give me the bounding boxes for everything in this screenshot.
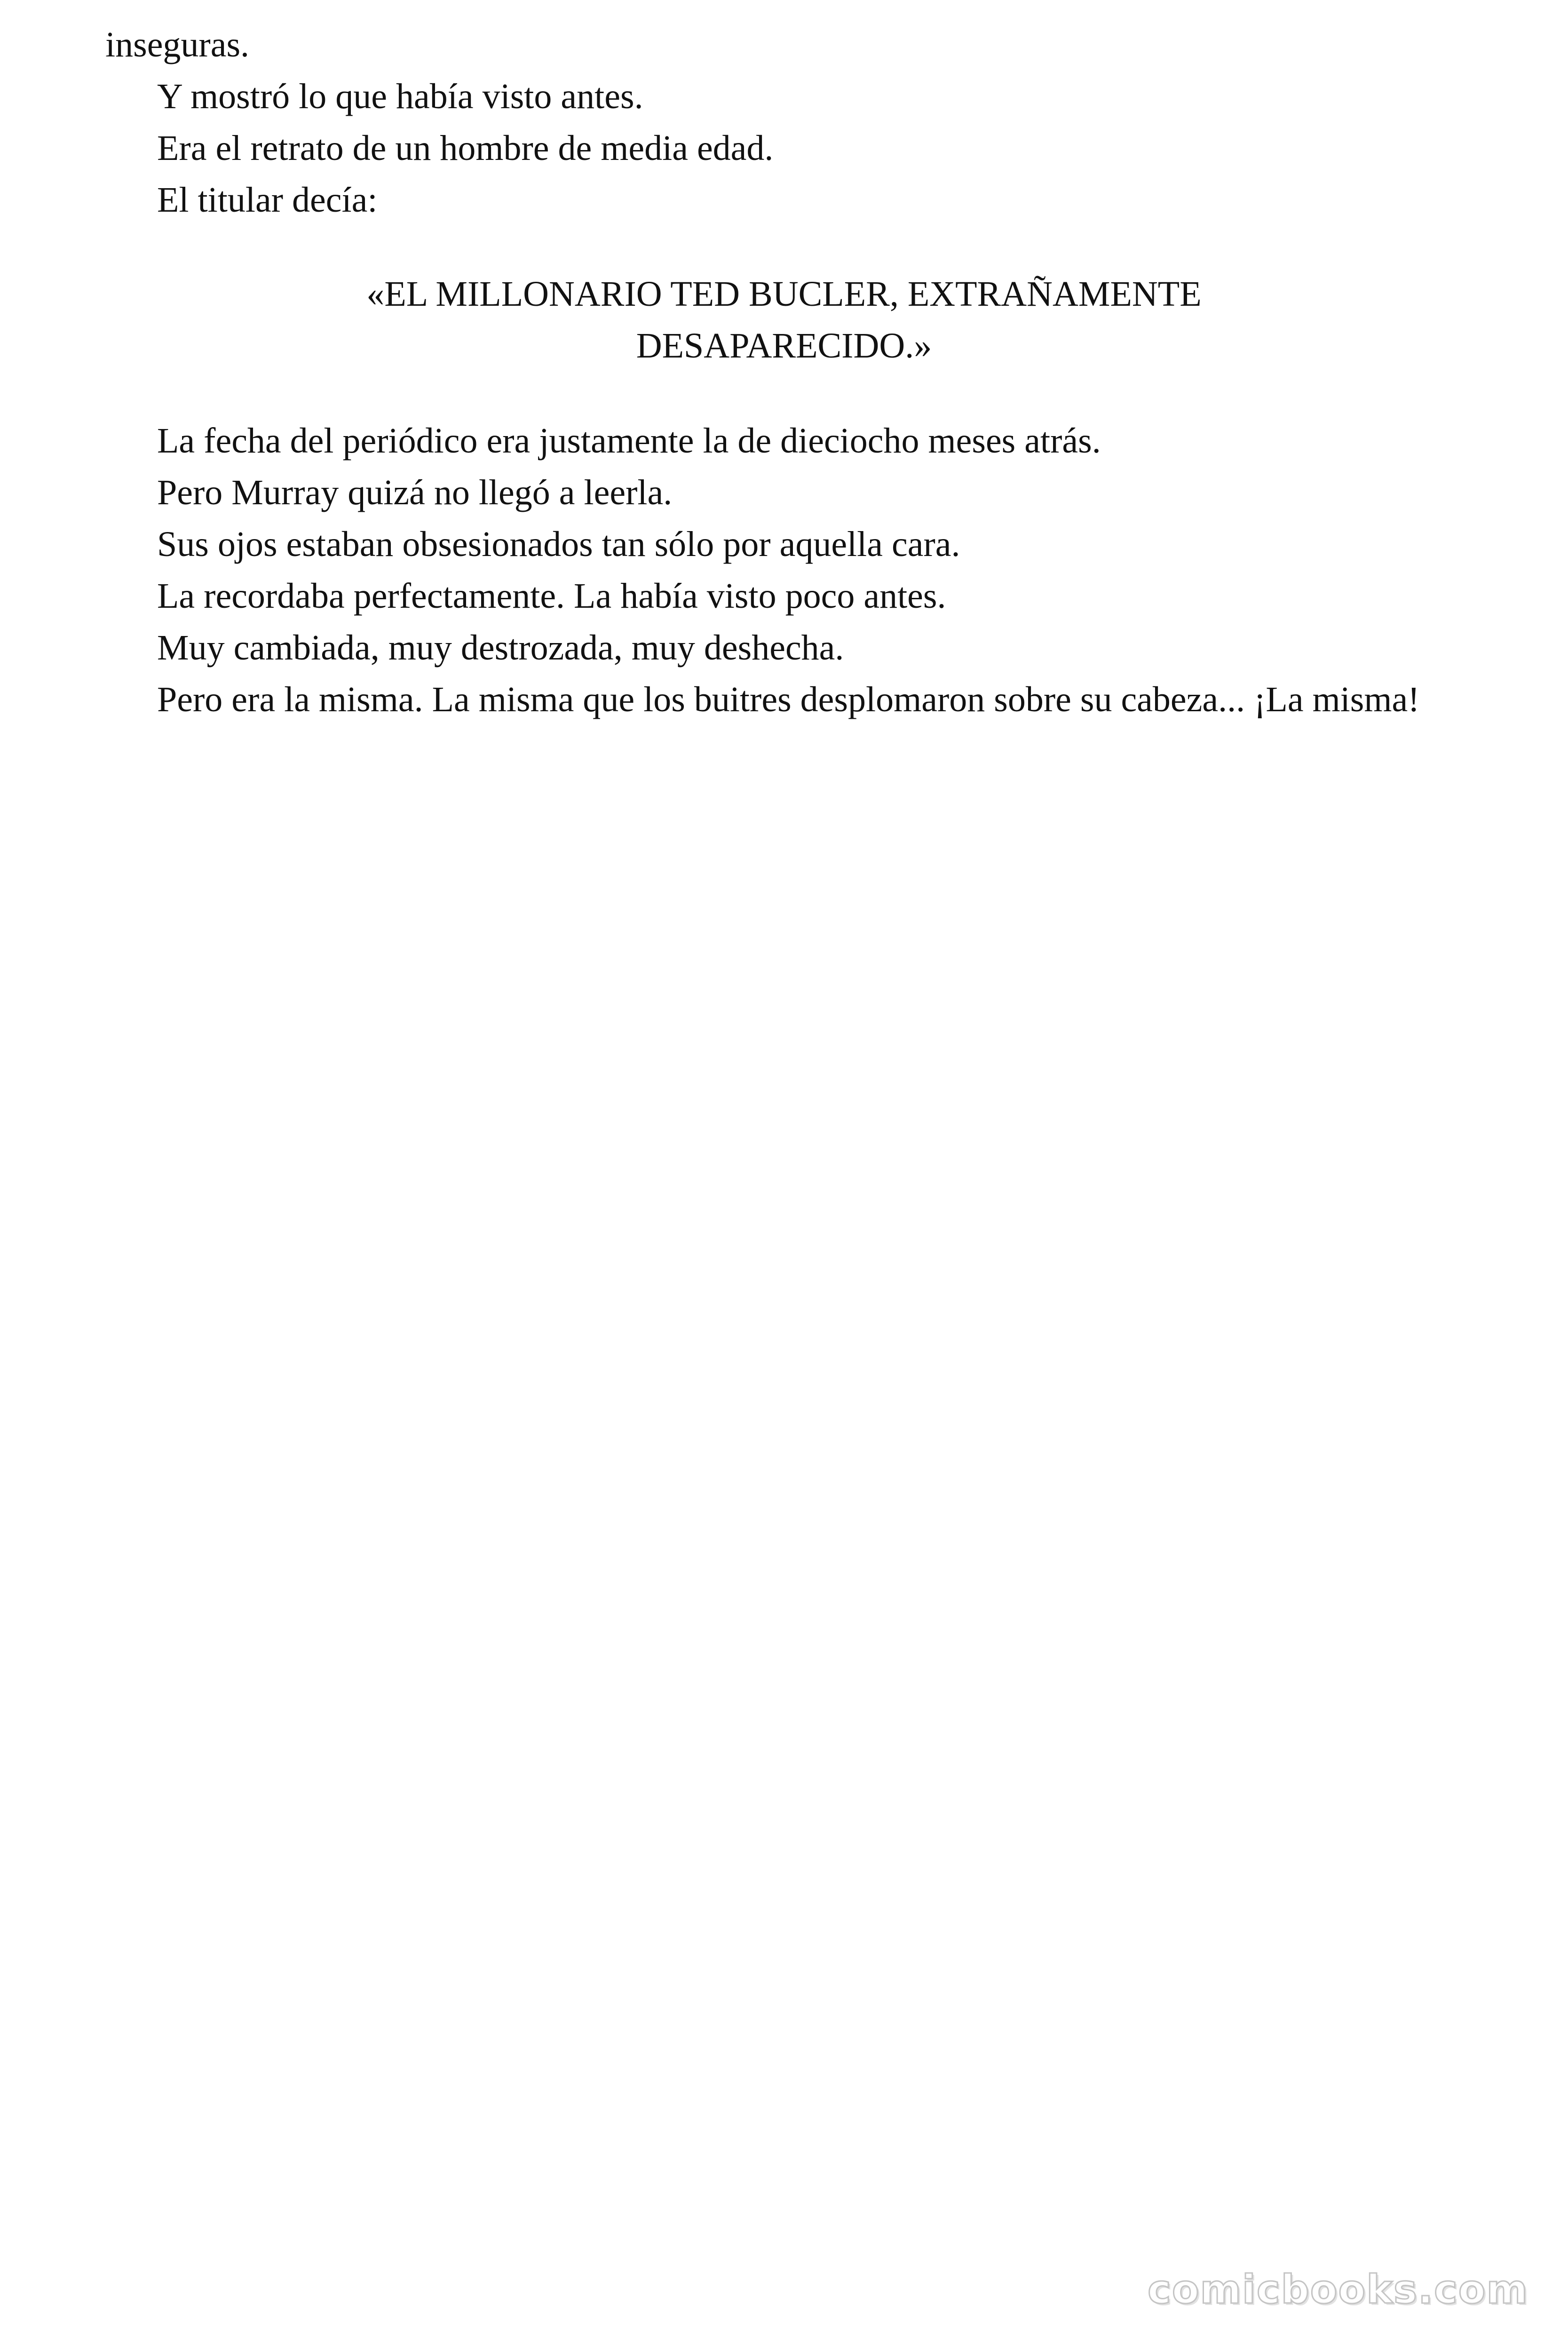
body-text xyxy=(105,19,1463,725)
paragraph: Y mostró lo que había visto antes. xyxy=(157,77,643,116)
paragraph: La fecha del periódico era justamente la de dieciocho meses atrás. xyxy=(157,421,1101,461)
watermark-logo: comicbooks.com xyxy=(1148,2266,1528,2312)
paragraph: inseguras. xyxy=(105,25,250,64)
headline-line-2: DESAPARECIDO.» xyxy=(636,326,932,366)
paragraph: Pero Murray quizá no llegó a leerla. xyxy=(157,473,673,512)
paragraph: La recordaba perfectamente. La había visto poco antes. xyxy=(157,576,946,616)
newspaper-headline xyxy=(105,268,1463,372)
headline-line-1: «EL MILLONARIO TED BUCLER, EXTRAÑAMENTE xyxy=(366,274,1202,314)
paragraph: Pero era la misma. La misma que los buitres desplomaron sobre su cabeza... ¡La misma! xyxy=(157,680,1420,719)
paragraph: Sus ojos estaban obsesionados tan sólo por aquella cara. xyxy=(157,524,960,564)
paragraph: Muy cambiada, muy destrozada, muy deshecha. xyxy=(157,628,844,667)
paragraph: Era el retrato de un hombre de media edad. xyxy=(157,128,774,168)
paragraph: El titular decía: xyxy=(157,180,378,220)
